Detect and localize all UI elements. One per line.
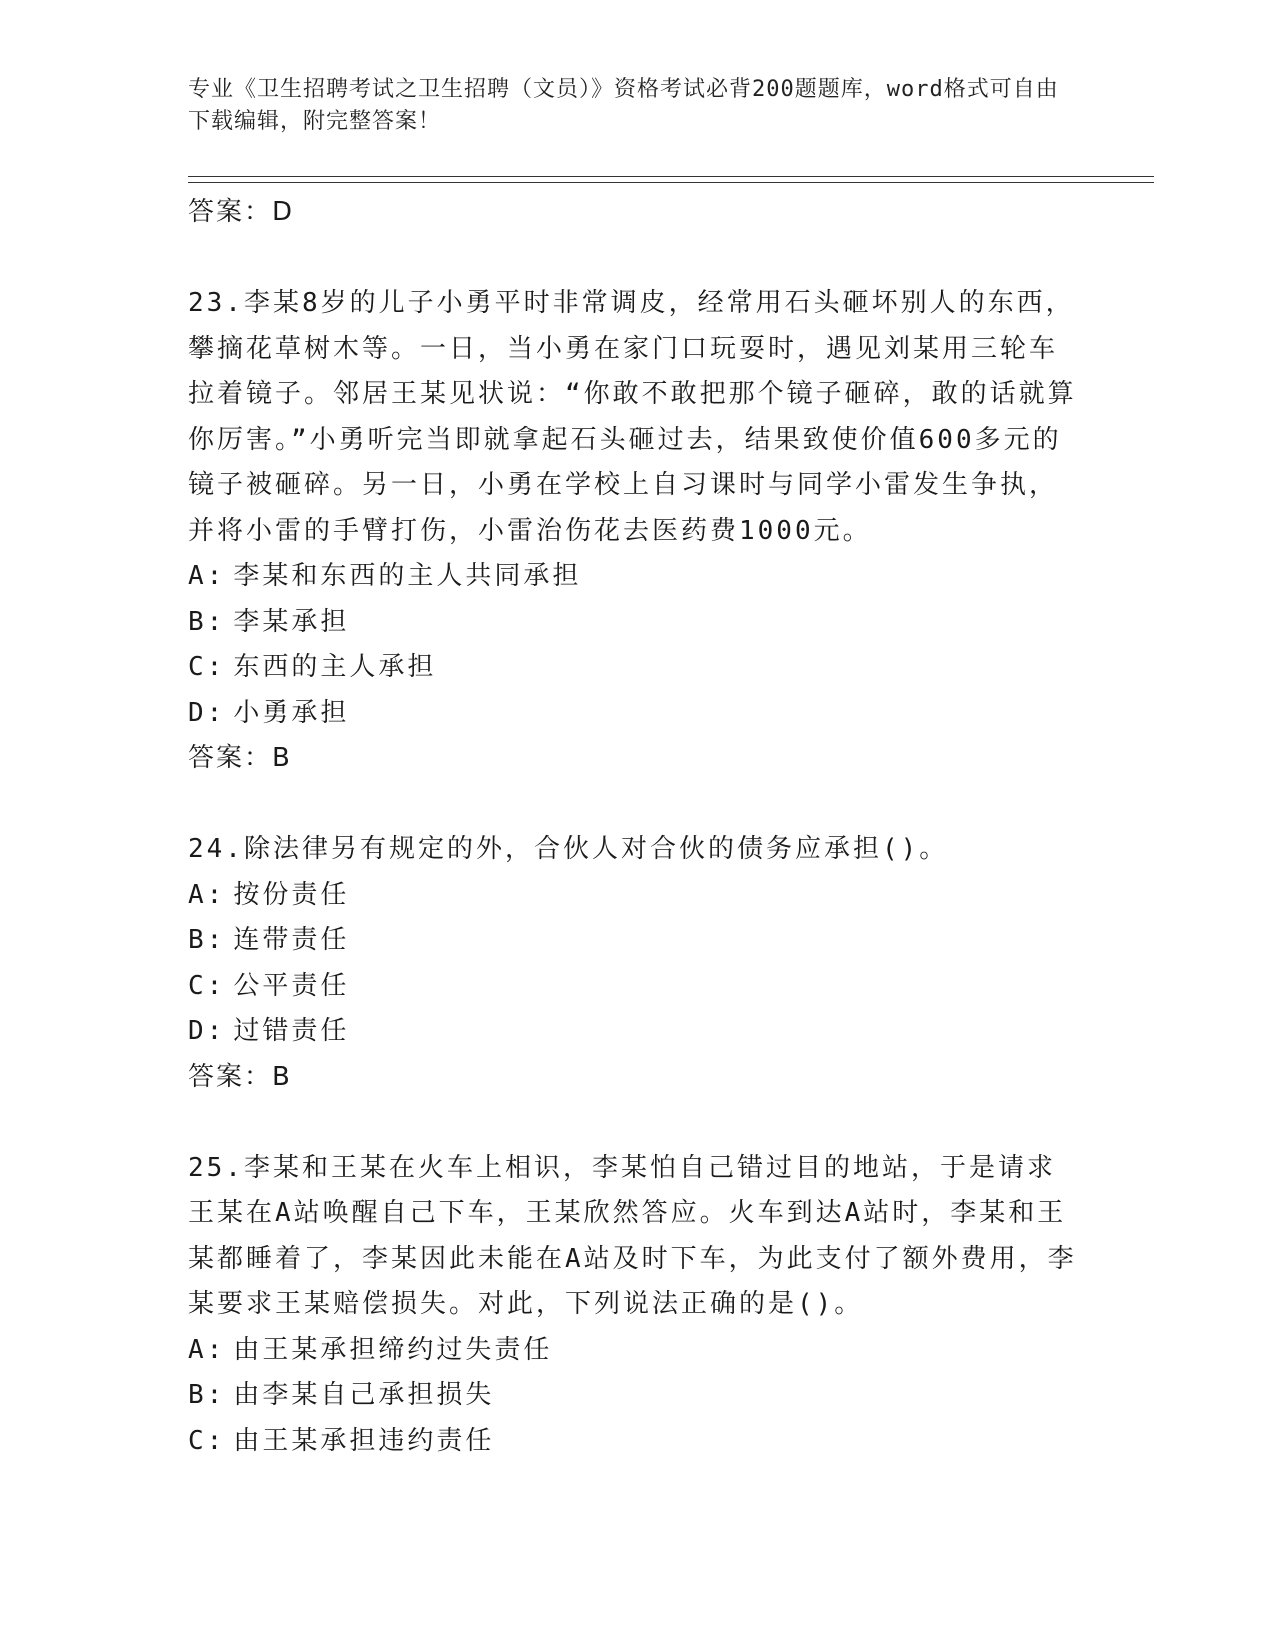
answer-label: 答案： xyxy=(188,197,273,227)
option-d xyxy=(188,691,1078,737)
option-key: D xyxy=(188,1016,207,1046)
option-a xyxy=(188,554,1078,600)
option-b xyxy=(188,600,1078,646)
option-text: 连带责任 xyxy=(233,925,350,955)
answer-value: B xyxy=(272,1061,292,1092)
option-separator: : xyxy=(206,1016,226,1046)
option-key: A xyxy=(188,879,207,910)
option-c xyxy=(188,645,1078,691)
header-divider-top xyxy=(188,176,1154,177)
question-block xyxy=(188,1146,1078,1465)
option-key: B xyxy=(188,606,207,637)
option-separator: : xyxy=(206,925,226,955)
option-separator: : xyxy=(206,1334,226,1365)
option-separator: : xyxy=(206,1425,226,1456)
option-key: C xyxy=(188,970,207,1001)
option-text: 按份责任 xyxy=(233,879,350,910)
document-body xyxy=(188,190,1078,1464)
option-key: A xyxy=(188,1334,207,1365)
option-b xyxy=(188,918,1078,964)
option-key: B xyxy=(188,925,207,955)
option-separator: : xyxy=(206,879,226,910)
answer-value: B xyxy=(272,743,292,773)
option-key: A xyxy=(188,561,207,591)
option-separator: : xyxy=(206,652,226,682)
header-title: 专业《卫生招聘考试之卫生招聘（文员）》资格考试必背200题题库，word格式可自由下载编辑，附完整答案！ xyxy=(188,77,1059,134)
option-text: 过错责任 xyxy=(233,1016,350,1046)
option-separator: : xyxy=(206,1380,226,1410)
question-stem: 25.李某和王某在火车上相识，李某怕自己错过目的地站，于是请求王某在A站唤醒自己下车，王某欣然答应。火车到达A站时，李某和王某都睡着了，李某因此未能在A站及时下车，为此支付了额外费用，李某要求王某赔偿损失。对此，下列说法正确的是()。 xyxy=(188,1152,1077,1319)
answer-value: D xyxy=(272,197,295,227)
option-a xyxy=(188,873,1078,919)
option-text: 由王某承担缔约过失责任 xyxy=(233,1334,553,1365)
answer-line xyxy=(188,736,1078,781)
option-text: 李某和东西的主人共同承担 xyxy=(233,561,582,591)
option-text: 由李某自己承担损失 xyxy=(233,1380,495,1410)
question-block xyxy=(188,281,1078,781)
option-key: D xyxy=(188,697,207,728)
question-stem: 24.除法律另有规定的外，合伙人对合伙的债务应承担()。 xyxy=(188,834,949,864)
question-block xyxy=(188,827,1078,1100)
answer-label: 答案： xyxy=(188,743,273,773)
option-key: C xyxy=(188,652,207,682)
option-key: C xyxy=(188,1425,207,1456)
option-text: 李某承担 xyxy=(233,606,350,637)
option-separator: : xyxy=(206,561,226,591)
option-d xyxy=(188,1009,1078,1055)
document-header xyxy=(188,74,1068,138)
option-b xyxy=(188,1373,1078,1419)
answer-label: 答案： xyxy=(188,1061,273,1092)
option-text: 东西的主人承担 xyxy=(233,652,437,682)
option-c xyxy=(188,1419,1078,1465)
answer-line xyxy=(188,190,1078,235)
option-separator: : xyxy=(206,970,226,1001)
option-text: 公平责任 xyxy=(233,970,350,1001)
option-a xyxy=(188,1328,1078,1374)
header-divider-bottom xyxy=(188,182,1154,183)
option-text: 由王某承担违约责任 xyxy=(233,1425,495,1456)
question-stem: 23.李某8岁的儿子小勇平时非常调皮，经常用石头砸坏别人的东西，攀摘花草树木等。一日，当小勇在家门口玩耍时，遇见刘某用三轮车拉着镜子。邻居王某见状说：“你敢不敢把那个镜子砸碎，敢的话就算你厉害。”小勇听完当即就拿起石头砸过去，结果致使价值600多元的镜子被砸碎。另一日，小勇在学校上自习课时与同学小雷发生争执，并将小雷的手臂打伤，小雷治伤花去医药费1000元。 xyxy=(188,288,1077,546)
option-key: B xyxy=(188,1380,207,1410)
option-c xyxy=(188,964,1078,1010)
option-text: 小勇承担 xyxy=(233,697,350,728)
option-separator: : xyxy=(206,697,226,728)
answer-line xyxy=(188,1055,1078,1100)
option-separator: : xyxy=(206,606,226,637)
